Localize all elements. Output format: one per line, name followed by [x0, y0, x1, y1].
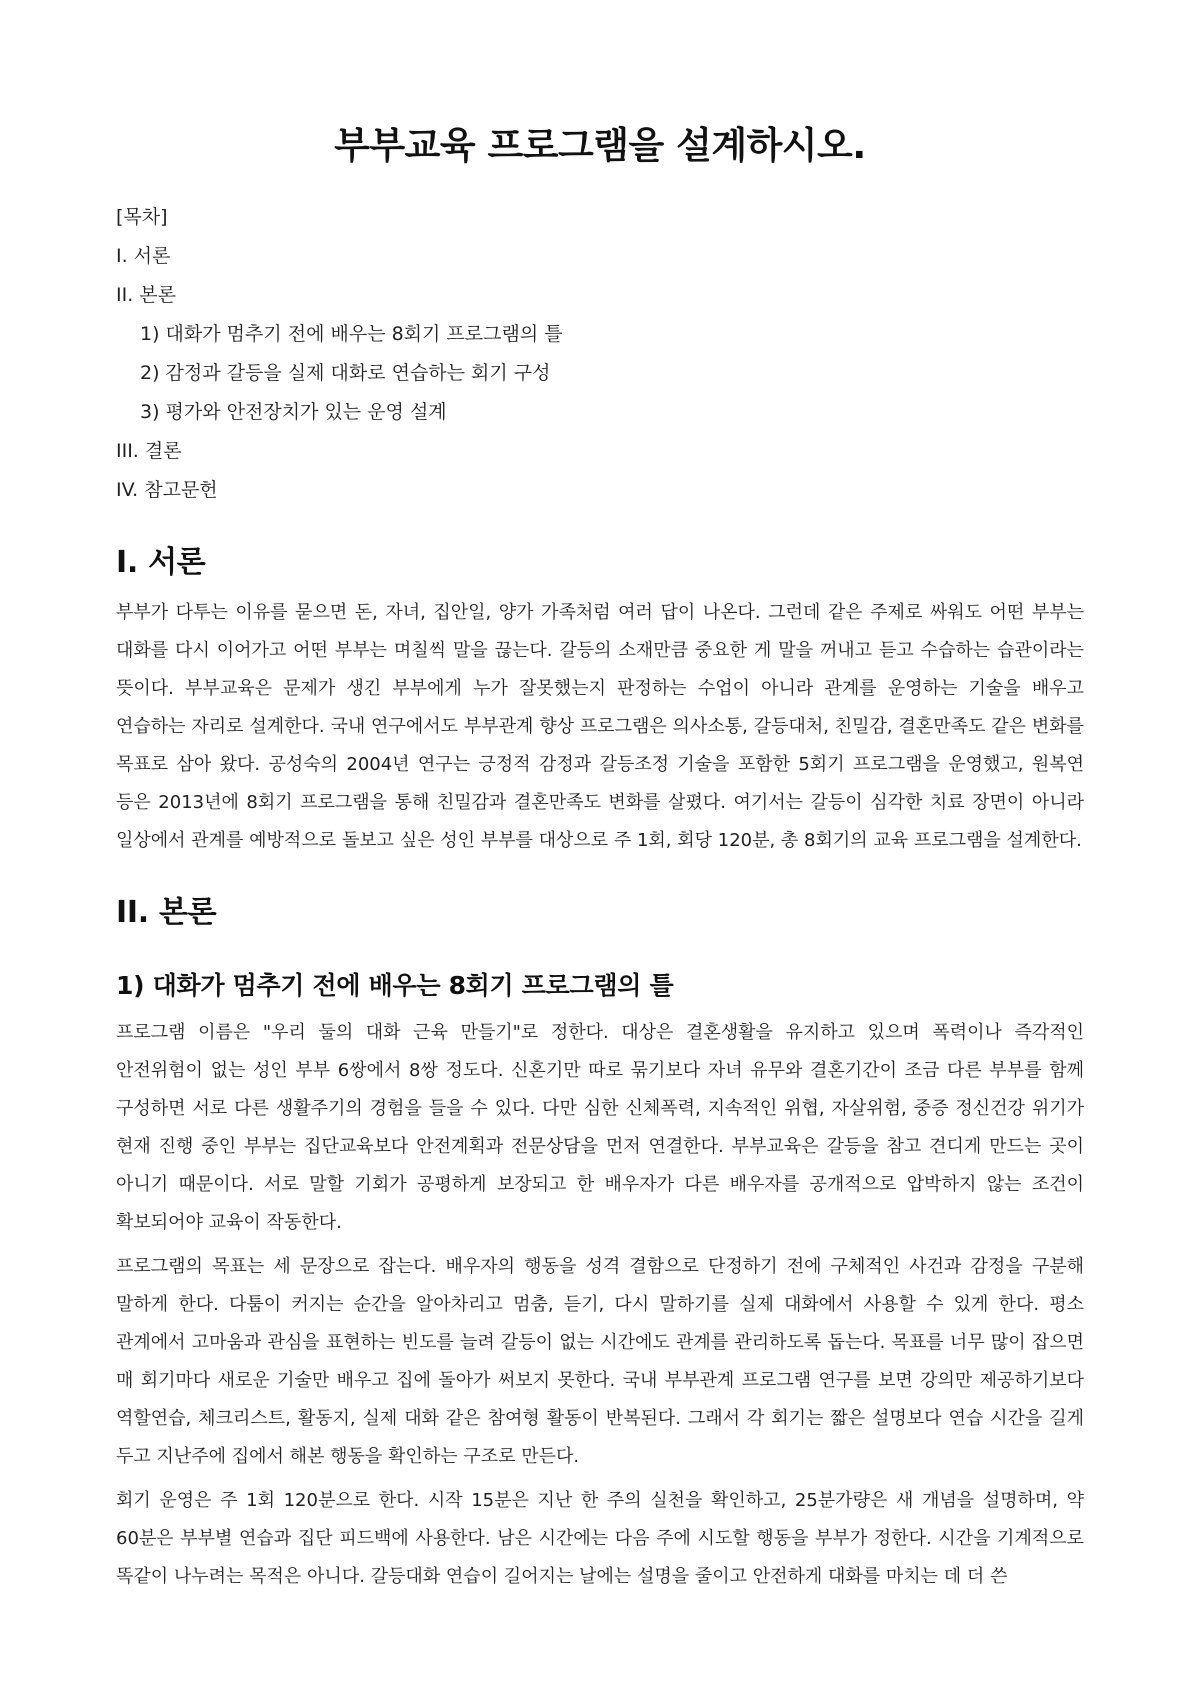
toc-item-references: IV. 참고문헌	[116, 479, 218, 501]
body-paragraph: 회기 운영은 주 1회 120분으로 한다. 시작 15분은 지난 한 주의 실천을 확인하고, 25분가량은 새 개념을 설명하며, 약 60분은 부부별 연습과 집단 피드백에 사용한다. 남은 시간에는 다음 주에 시도할 행동을 부부가 정한다. 시간을 기계적으로 똑같이 나누려는 목적은 아니다. 갈등대화 연습이 길어지는 날에는 설명을 줄이고 안전하게 대화를 마치는 데 더 쓴	[116, 1490, 1084, 1587]
toc-item-intro: I. 서론	[116, 245, 171, 267]
intro-paragraph: 부부가 다투는 이유를 묻으면 돈, 자녀, 집안일, 양가 가족처럼 여러 답이 나온다. 그런데 같은 주제로 싸워도 어떤 부부는 대화를 다시 이어가고 어떤 부부는 며칠씩 말을 끊는다. 갈등의 소재만큼 중요한 게 말을 꺼내고 듣고 수습하는 습관이라는 뜻이다. 부부교육은 문제가 생긴 부부에게 누가 잘못했는지 판정하는 수업이 아니라 관계를 운영하는 기술을 배우고 연습하는 자리로 설계한다. 국내 연구에서도 부부관계 향상 프로그램은 의사소통, 갈등대처, 친밀감, 결혼만족도 같은 변화를 목표로 삼아 왔다. 공성숙의 2004년 연구는 긍정적 감정과 갈등조정 기술을 포함한 5회기 프로그램을 운영했고, 원복연 등은 2013년에 8회기 프로그램을 통해 친밀감과 결혼만족도 변화를 살폈다. 여기서는 갈등이 심각한 치료 장면이 아니라 일상에서 관계를 예방적으로 돌보고 싶은 성인 부부를 대상으로 주 1회, 회당 120분, 총 8회기의 교육 프로그램을 설계한다.	[116, 602, 1084, 851]
toc-item-conclusion: III. 결론	[116, 440, 182, 462]
section-heading-intro: I. 서론	[116, 545, 206, 580]
table-of-contents	[116, 198, 1084, 510]
body-paragraph: 프로그램 이름은 "우리 둘의 대화 근육 만들기"로 정한다. 대상은 결혼생활을 유지하고 있으며 폭력이나 즉각적인 안전위험이 없는 성인 부부 6쌍에서 8쌍 정도다. 신혼기만 따로 묶기보다 자녀 유무와 결혼기간이 조금 다른 부부를 함께 구성하면 서로 다른 생활주기의 경험을 들을 수 있다. 다만 심한 신체폭력, 지속적인 위협, 자살위험, 중증 정신건강 위기가 현재 진행 중인 부부는 집단교육보다 안전계획과 전문상담을 먼저 연결한다. 부부교육은 갈등을 참고 견디게 만드는 곳이 아니기 때문이다. 서로 말할 기회가 공평하게 보장되고 한 배우자가 다른 배우자를 공개적으로 압박하지 않는 조건이 확보되어야 교육이 작동한다.	[116, 1022, 1084, 1233]
toc-item-body-2: 2) 감정과 갈등을 실제 대화로 연습하는 회기 구성	[140, 362, 551, 384]
body-paragraph: 프로그램의 목표는 세 문장으로 잡는다. 배우자의 행동을 성격 결함으로 단정하기 전에 구체적인 사건과 감정을 구분해 말하게 한다. 다툼이 커지는 순간을 알아차리고 멈춤, 듣기, 다시 말하기를 실제 대화에서 사용할 수 있게 한다. 평소 관계에서 고마움과 관심을 표현하는 빈도를 늘려 갈등이 없는 시간에도 관계를 관리하도록 돕는다. 목표를 너무 많이 잡으면 매 회기마다 새로운 기술만 배우고 집에 돌아가 써보지 못한다. 국내 부부관계 프로그램 연구를 보면 강의만 제공하기보다 역할연습, 체크리스트, 활동지, 실제 대화 같은 참여형 활동이 반복된다. 그래서 각 회기는 짧은 설명보다 연습 시간을 길게 두고 지난주에 집에서 해본 행동을 확인하는 구조로 만든다.	[116, 1256, 1084, 1467]
document-title: 부부교육 프로그램을 설계하시오.	[334, 124, 866, 167]
toc-heading: [목차]	[116, 206, 168, 228]
toc-item-body-3: 3) 평가와 안전장치가 있는 운영 설계	[140, 401, 447, 423]
section-heading-body: II. 본론	[116, 895, 217, 930]
subsection-heading-1: 1) 대화가 멈추기 전에 배우는 8회기 프로그램의 틀	[116, 971, 674, 1000]
toc-item-body-1: 1) 대화가 멈추기 전에 배우는 8회기 프로그램의 틀	[140, 323, 563, 345]
toc-item-body: II. 본론	[116, 284, 176, 306]
